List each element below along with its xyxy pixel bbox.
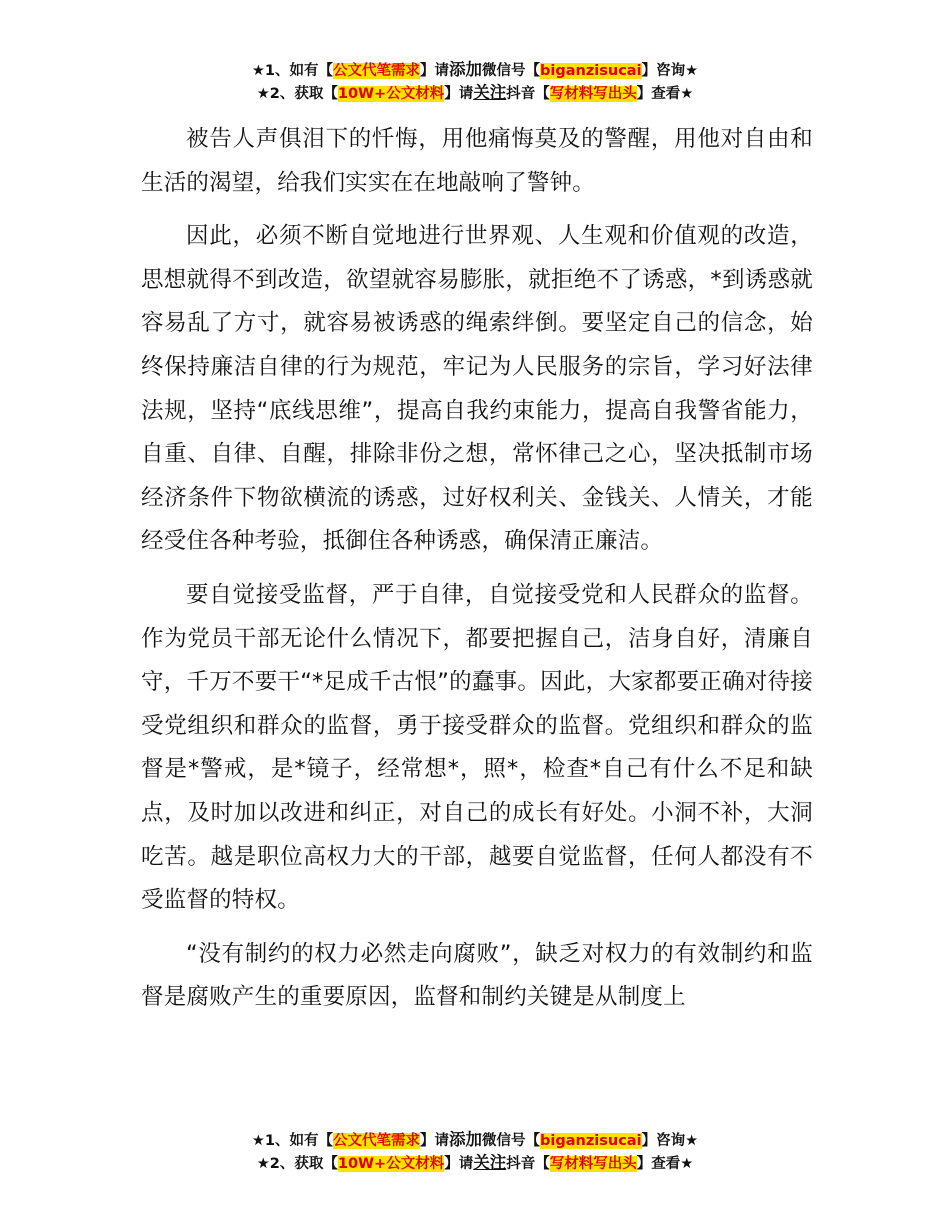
banner-line-2 (0, 1152, 950, 1175)
banner-wechat-id: biganzisucai (540, 63, 642, 79)
banner-wechat-id: biganzisucai (540, 1133, 642, 1149)
paragraph: 要自觉接受监督，严于自律，自觉接受党和人民群众的监督。作为党员干部无论什么情况下，都要把握自己，洁身自好，清廉自守，千万不要干“*足成千古恨”的蠢事。因此，大家都要正确对待接受党组织和群众的监督，勇于接受群众的监督。党组织和群众的监督是*警戒，是*镜子，经常想*，照*，检查*自己有什么不足和缺点，及时加以改进和纠正，对自己的成长有好处。小洞不补，大洞吃苦。越是职位高权力大的干部，越要自觉监督，任何人都没有不受监督的特权。 (141, 581, 813, 914)
banner-highlight: 公文代笔需求 (333, 1133, 421, 1149)
banner-highlight: 10W+公文材料 (337, 1156, 445, 1172)
banner-text: 抖音【 (506, 86, 550, 102)
banner-text: ★2、获取【 (256, 1156, 338, 1172)
paragraph: 因此，必须不断自觉地进行世界观、人生观和价值观的改造，思想就得不到改造，欲望就容易膨胀，就拒绝不了诱惑，*到诱惑就容易乱了方寸，就容易被诱惑的绳索绊倒。要坚定自己的信念，始终保持廉洁自律的行为规范，牢记为人民服务的宗旨，学习好法律法规，坚持“底线思维”，提高自我约束能力，提高自我警省能力，自重、自律、自醒，排除非份之想，常怀律己之心，坚决抵制市场经济条件下物欲横流的诱惑，过好权利关、金钱关、人情关，才能经受住各种考验，抵御住各种诱惑，确保清正廉洁。 (141, 223, 813, 555)
banner-line-1 (0, 59, 950, 82)
banner-text: ★2、获取【 (256, 86, 338, 102)
banner-text: 】咨询★ (641, 1133, 699, 1149)
paragraph: 被告人声俱泪下的忏悔，用他痛悔莫及的警醒，用他对自由和生活的渴望，给我们实实在在地敲响了警钟。 (141, 126, 813, 196)
banner-text: 】查看★ (636, 86, 694, 102)
banner-text: 】咨询★ (641, 63, 699, 79)
banner-emphasis: 关注 (473, 1153, 507, 1172)
banner-emphasis: 添加 (449, 60, 483, 79)
banner-highlight: 写材料写出头 (549, 1156, 637, 1172)
banner-text: ★1、如有【 (251, 63, 334, 79)
banner-text: 】请 (420, 63, 450, 79)
banner-text: 】请 (444, 86, 474, 102)
paragraph: “没有制约的权力必然走向腐败”，缺乏对权力的有效制约和监督是腐败产生的重要原因，监督和制约关键是从制度上 (141, 940, 813, 1011)
banner-highlight: 10W+公文材料 (337, 86, 445, 102)
banner-text: 】请 (420, 1133, 450, 1149)
banner-text: 微信号【 (482, 63, 541, 79)
banner-text: ★1、如有【 (251, 1133, 334, 1149)
banner-text: 】查看★ (636, 1156, 694, 1172)
banner-text: 抖音【 (506, 1156, 550, 1172)
banner-highlight: 公文代笔需求 (333, 63, 421, 79)
banner-emphasis: 关注 (473, 83, 507, 102)
banner-text: 微信号【 (482, 1133, 541, 1149)
banner-line-1 (0, 1129, 950, 1152)
header-banner (0, 59, 950, 105)
banner-text: 】请 (444, 1156, 474, 1172)
banner-highlight: 写材料写出头 (549, 86, 637, 102)
banner-emphasis: 添加 (449, 1130, 483, 1149)
document-body (141, 118, 813, 1030)
banner-line-2 (0, 82, 950, 105)
footer-banner (0, 1129, 950, 1175)
